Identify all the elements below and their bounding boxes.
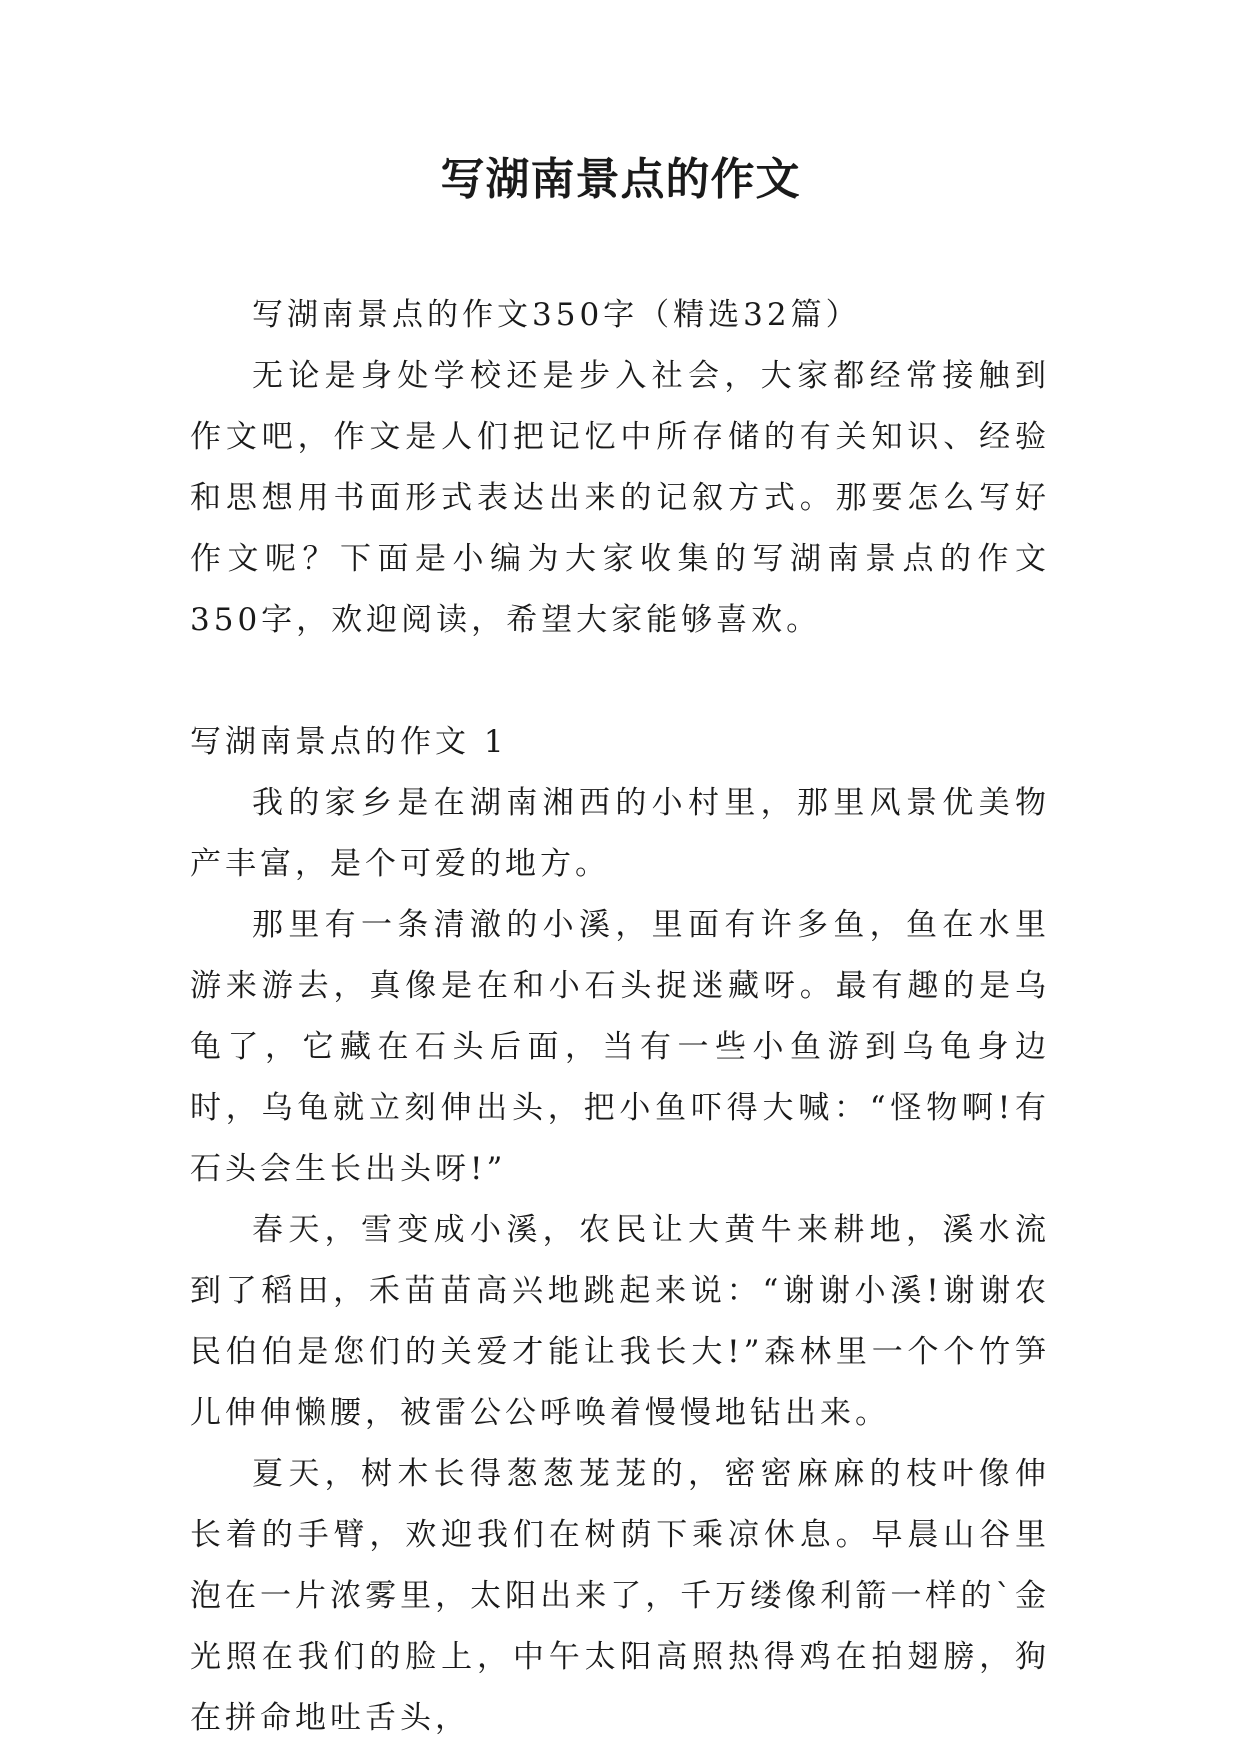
document-body: [190, 285, 1050, 1749]
section-heading: 写湖南景点的作文 1: [190, 724, 508, 760]
body-paragraph: 我的家乡是在湖南湘西的小村里，那里风景优美物产丰富，是个可爱的地方。: [190, 785, 1050, 882]
document-subtitle: 写湖南景点的作文350字（精选32篇）: [252, 297, 861, 333]
body-paragraph: 那里有一条清澈的小溪，里面有许多鱼，鱼在水里游来游去，真像是在和小石头捉迷藏呀。最有趣的是乌龟了，它藏在石头后面，当有一些小鱼游到乌龟身边时，乌龟就立刻伸出头，把小鱼吓得大喊：“怪物啊!有石头会生长出头呀!”: [190, 907, 1050, 1187]
intro-paragraph: 无论是身处学校还是步入社会，大家都经常接触到作文吧，作文是人们把记忆中所存储的有关知识、经验和思想用书面形式表达出来的记叙方式。那要怎么写好作文呢？下面是小编为大家收集的写湖南景点的作文350字，欢迎阅读，希望大家能够喜欢。: [190, 358, 1050, 638]
body-paragraph: 春天，雪变成小溪，农民让大黄牛来耕地，溪水流到了稻田，禾苗苗高兴地跳起来说：“谢谢小溪!谢谢农民伯伯是您们的关爱才能让我长大!”森林里一个个竹笋儿伸伸懒腰，被雷公公呼唤着慢慢地钻出来。: [190, 1212, 1050, 1431]
body-paragraph: 夏天，树木长得葱葱茏茏的，密密麻麻的枝叶像伸长着的手臂，欢迎我们在树荫下乘凉休息。早晨山谷里泡在一片浓雾里，太阳出来了，千万缕像利箭一样的`金光照在我们的脸上，中午太阳高照热得鸡在拍翅膀，狗在拼命地吐舌头，: [190, 1456, 1050, 1736]
document-title: 写湖南景点的作文: [440, 154, 801, 205]
